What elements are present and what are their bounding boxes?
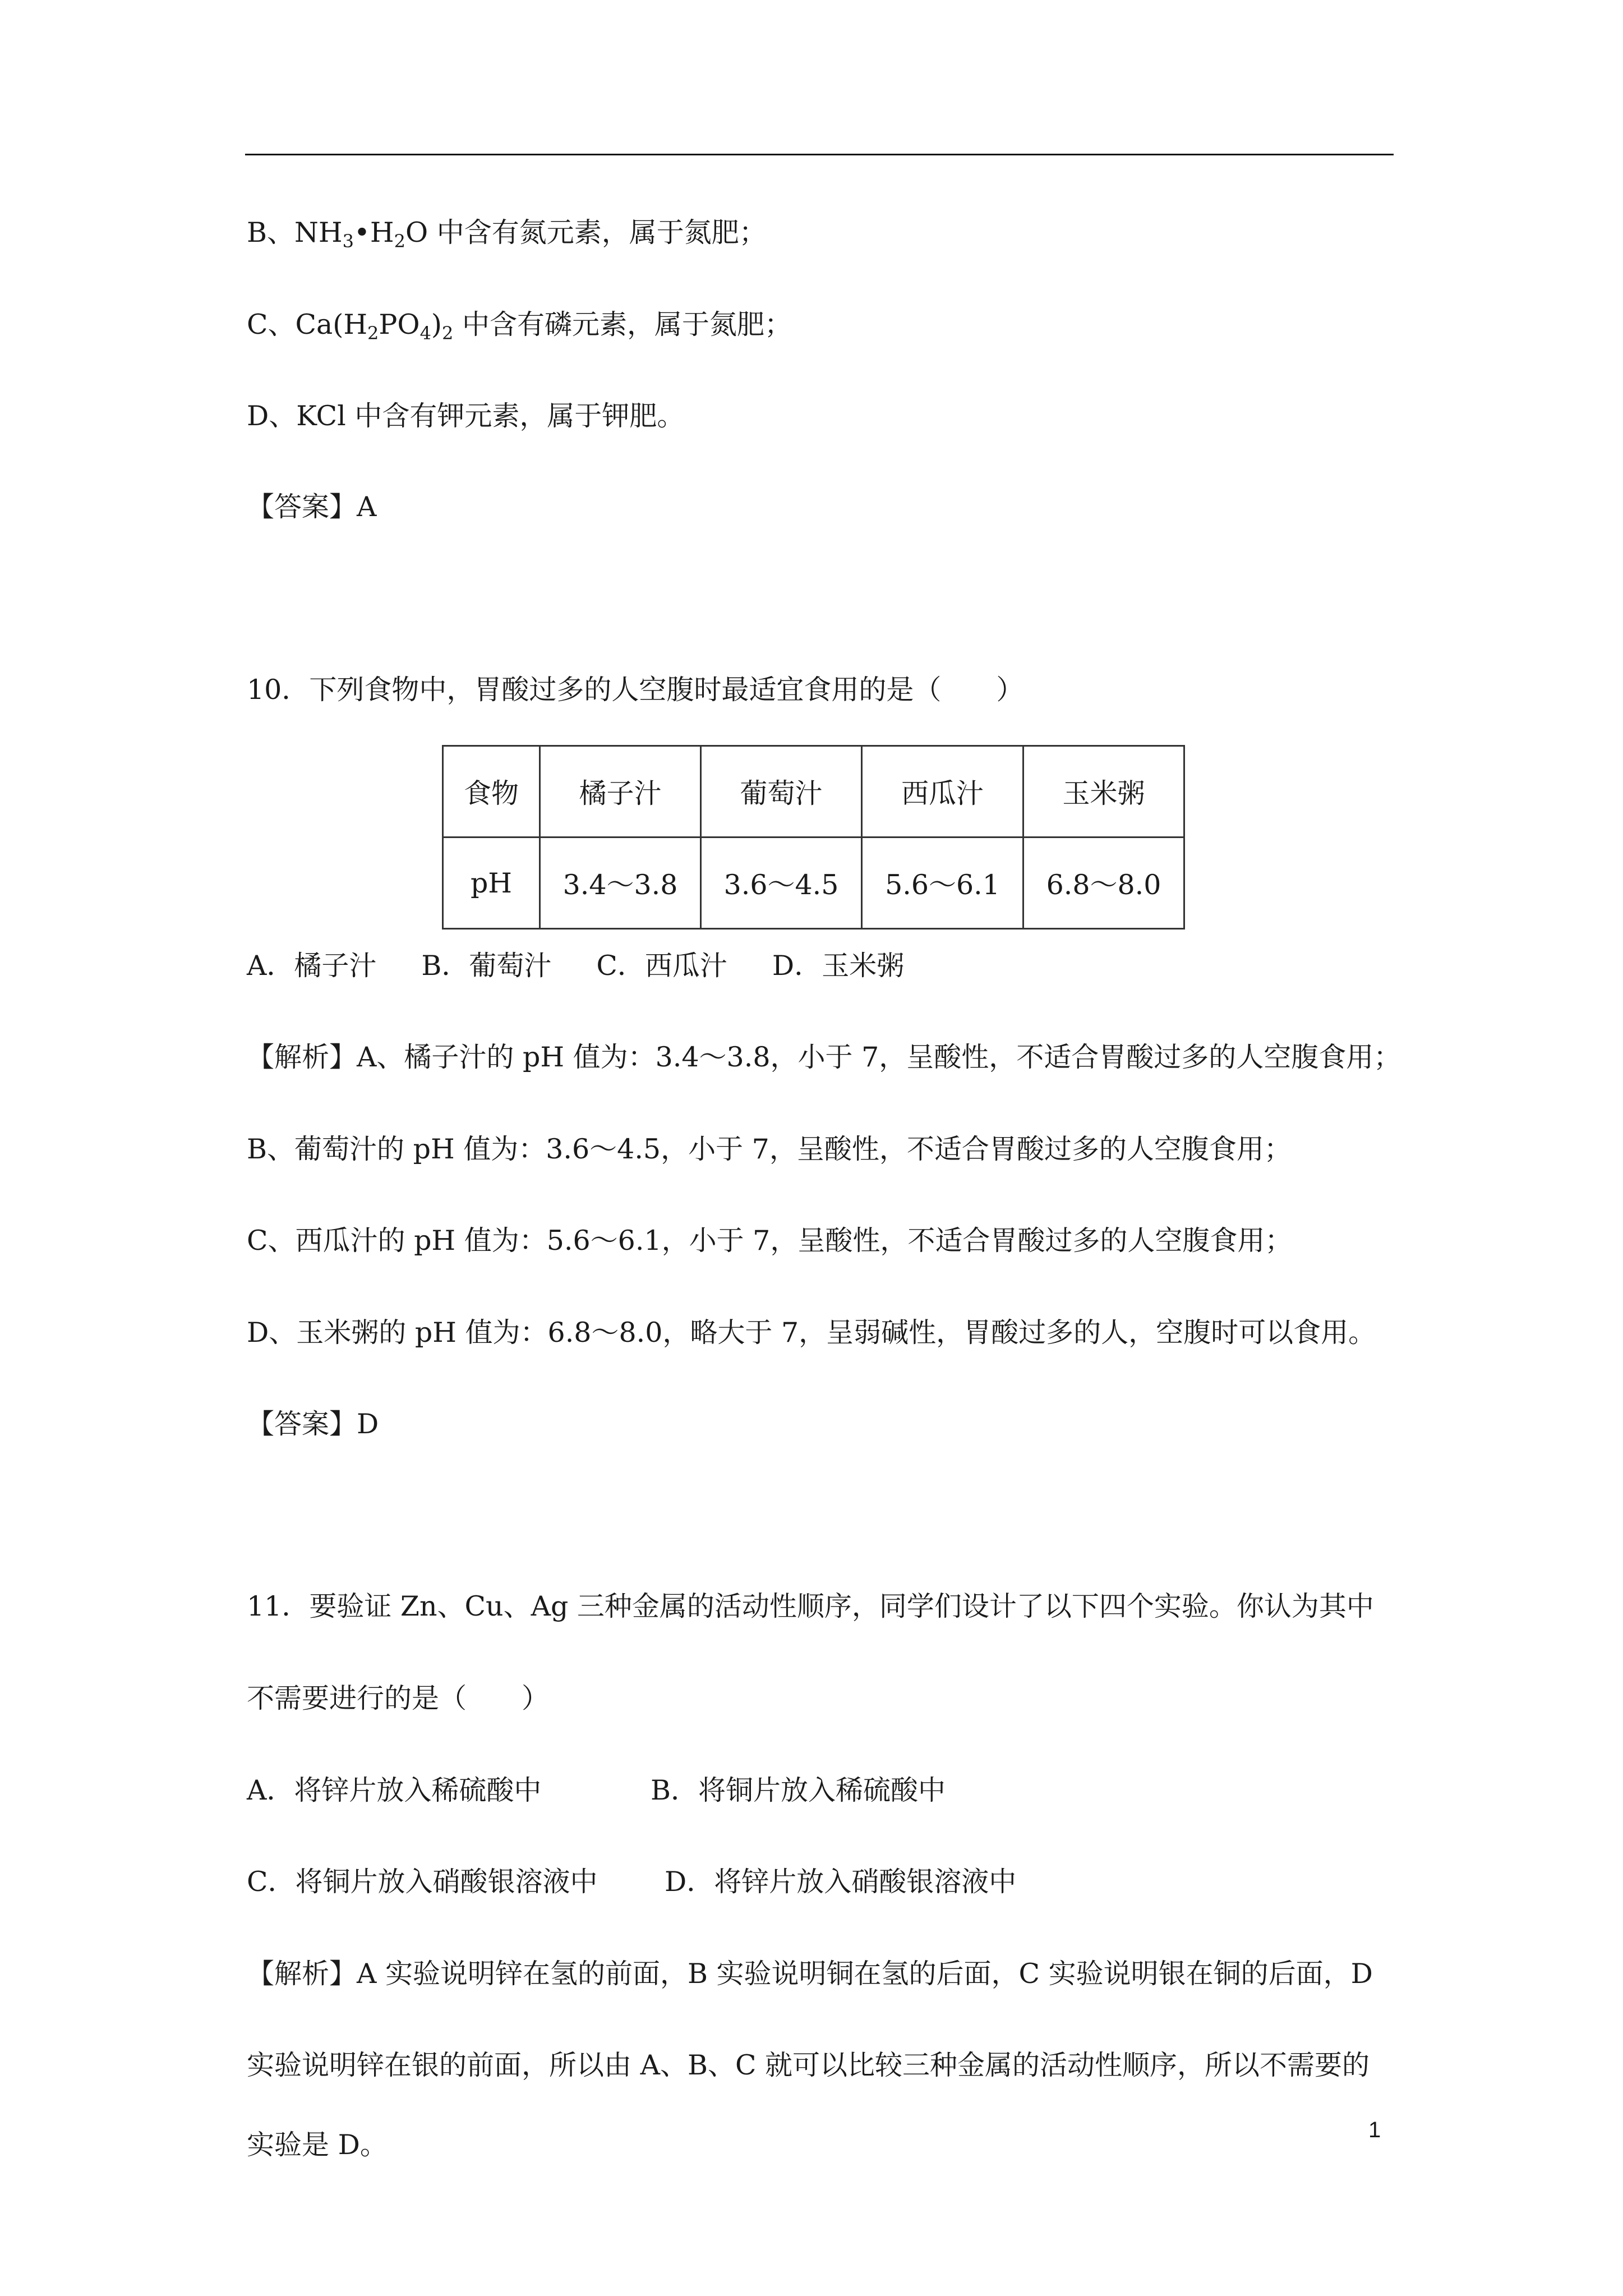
- q10-stem: 10．下列食物中，胃酸过多的人空腹时最适宜食用的是（ ）: [247, 674, 1024, 706]
- header-rule: [245, 154, 1394, 155]
- q11-options-row1: [247, 1773, 946, 1809]
- q11-explanation-line3: 实验是 D。: [247, 2129, 388, 2161]
- q9-option-d-explanation: D、KCl 中含有钾元素，属于钾肥。: [247, 400, 685, 432]
- q11-option-d: D．将锌片放入硝酸银溶液中: [665, 1866, 1017, 1898]
- table-cell: 3.6～4.5: [701, 838, 862, 929]
- ph-table: [442, 745, 1185, 930]
- table-cell: 葡萄汁: [701, 746, 862, 838]
- q9-option-c-explanation: C、$Ca(H_2PO_4)_2$ 中含有磷元素，属于氮肥；: [247, 309, 792, 344]
- ph-table-header-row: [443, 746, 1184, 838]
- table-cell: 橘子汁: [540, 746, 701, 838]
- table-cell: 西瓜汁: [862, 746, 1023, 838]
- q11-stem-line2: 不需要进行的是（ ）: [247, 1682, 550, 1714]
- q11-option-b: B．将铜片放入稀硫酸中: [651, 1774, 946, 1806]
- q9-option-b-explanation: B、$NH_3•H_2O$ 中含有氮元素，属于氮肥；: [247, 217, 767, 252]
- table-cell: 6.8～8.0: [1023, 838, 1184, 929]
- table-cell: 5.6～6.1: [862, 838, 1023, 929]
- q10-explanation-a: 【解析】A、橘子汁的 pH 值为：3.4～3.8，小于 7，呈酸性，不适合胃酸过多的人空腹食用；: [247, 1041, 1401, 1073]
- q11-option-c: C．将铜片放入硝酸银溶液中: [247, 1866, 598, 1898]
- q10-explanation-c: C、西瓜汁的 pH 值为：5.6～6.1，小于 7，呈酸性，不适合胃酸过多的人空腹食用；: [247, 1225, 1293, 1257]
- q10-answer: 【答案】D: [247, 1408, 379, 1440]
- table-cell: 玉米粥: [1023, 746, 1184, 838]
- q10-option-a: A．橘子汁: [247, 950, 377, 982]
- q11-stem-line1: 11．要验证 Zn、Cu、Ag 三种金属的活动性顺序，同学们设计了以下四个实验。你认为其中: [247, 1590, 1374, 1622]
- q11-explanation-line1: 【解析】A 实验说明锌在氢的前面，B 实验说明铜在氢的后面，C 实验说明银在铜的后面，D: [247, 1958, 1373, 1990]
- q10-explanation-d: D、玉米粥的 pH 值为：6.8～8.0，略大于 7，呈弱碱性，胃酸过多的人，空腹时可以食用。: [247, 1317, 1376, 1349]
- q11-options-row2: [247, 1864, 1016, 1900]
- ph-table-value-row: [443, 838, 1184, 929]
- table-cell: 食物: [443, 746, 540, 838]
- q10-option-c: C．西瓜汁: [596, 950, 727, 982]
- q10-options: [247, 948, 904, 984]
- q10-explanation-b: B、葡萄汁的 pH 值为：3.6～4.5，小于 7，呈酸性，不适合胃酸过多的人空腹食用；: [247, 1133, 1292, 1165]
- q10-option-b: B．葡萄汁: [421, 950, 552, 982]
- q9-answer: 【答案】A: [247, 491, 377, 523]
- table-cell: pH: [443, 838, 540, 929]
- q10-option-d: D．玉米粥: [772, 950, 905, 982]
- table-cell: 3.4～3.8: [540, 838, 701, 929]
- page-number: 1: [1368, 2118, 1381, 2142]
- q11-explanation-line2: 实验说明锌在银的前面，所以由 A、B、C 就可以比较三种金属的活动性顺序，所以不需要的: [247, 2049, 1370, 2081]
- q11-option-a: A．将锌片放入稀硫酸中: [247, 1774, 542, 1806]
